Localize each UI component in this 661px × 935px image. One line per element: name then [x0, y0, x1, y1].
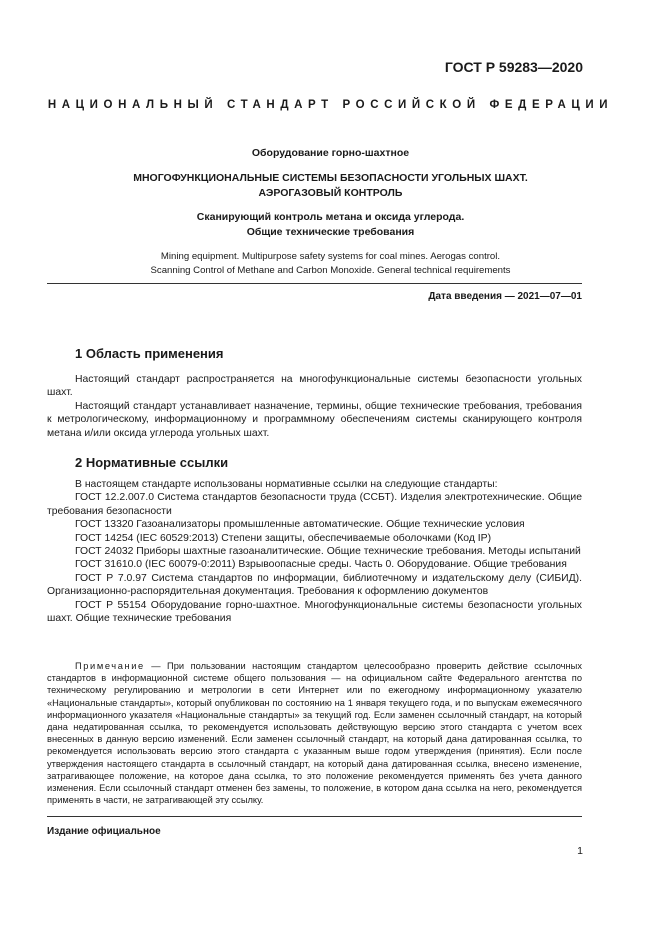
- reference-item: ГОСТ Р 55154 Оборудование горно-шахтное. Многофункциональные системы безопасности угольных шахт. Общие технические требования: [47, 599, 582, 625]
- divider-top: [47, 283, 582, 284]
- title-main: [60, 171, 601, 201]
- title-main-line-2: АЭРОГАЗОВЫЙ КОНТРОЛЬ: [258, 187, 403, 199]
- section-1-body: [47, 373, 582, 440]
- paragraph: Настоящий стандарт распространяется на многофункциональные системы безопасности угольных шахт.: [47, 374, 582, 399]
- divider-bottom: [47, 816, 582, 817]
- title-sub: [60, 210, 601, 240]
- title-english-line-2: Scanning Control of Methane and Carbon Monoxide. General technical requirements: [150, 264, 511, 276]
- gost-number: ГОСТ Р 59283—2020: [444, 59, 583, 75]
- reference-item: ГОСТ 24032 Приборы шахтные газоаналитические. Общие технические требования. Методы испытаний: [75, 546, 581, 558]
- reference-item: ГОСТ 12.2.007.0 Система стандартов безопасности труда (ССБТ). Изделия электротехнические. Общие требования безопасности: [47, 492, 582, 517]
- section-2-body: [47, 478, 582, 625]
- page-number: 1: [577, 845, 583, 857]
- reference-item: ГОСТ 31610.0 (IEC 60079-0:2011) Взрывоопасные среды. Часть 0. Оборудование. Общие требования: [75, 559, 567, 571]
- paragraph: В настоящем стандарте использованы нормативные ссылки на следующие стандарты:: [75, 479, 498, 490]
- official-edition-label: Издание официальное: [47, 826, 161, 837]
- note-block: [47, 660, 582, 806]
- title-sub-line-1: Сканирующий контроль метана и оксида углерода.: [196, 211, 465, 223]
- section-2-heading: 2 Нормативные ссылки: [75, 455, 229, 470]
- title-english: [60, 250, 601, 277]
- paragraph: Настоящий стандарт устанавливает назначение, термины, общие технические требования, требования к метрологическому, информационному и программному обеспечениям системы сканирующего контроля метана и/или оксида углерода угольных шахт.: [47, 400, 582, 439]
- reference-item: ГОСТ Р 7.0.97 Система стандартов по информации, библиотечному и издательскому делу (СИБИД). Организационно-распорядительная документация. Требования к оформлению документов: [47, 572, 582, 598]
- national-standard-banner: НАЦИОНАЛЬНЫЙ СТАНДАРТ РОССИЙСКОЙ ФЕДЕРАЦИИ: [47, 99, 614, 111]
- reference-item: ГОСТ 14254 (IEC 60529:2013) Степени защиты, обеспечиваемые оболочками (Код IP): [75, 532, 492, 544]
- introduction-date: Дата введения — 2021—07—01: [428, 291, 582, 302]
- note-label: Примечание: [75, 661, 145, 671]
- note-text: — При пользовании настоящим стандартом целесообразно проверить действие ссылочных стандартов в информационной системе общего пользования — на официальном сайте Федерального агентства по техническому регулированию и метрологии в сети Интернет или по ежегодному информационному указателю «Национальные стандарты», который опубликован по состоянию на 1 января текущего года, и по выпускам ежемесячного информационного указателя «Национальные стандарты» за текущий год. Если заменен ссылочный стандарт, на который дана недатированная ссылка, то рекомендуется использовать действующую версию этого стандарта с учетом всех внесенных в данную версию изменений. Если заменен ссылочный стандарт, на который дана датированная ссылка, то рекомендуется использовать версию этого стандарта с указанным выше годом утверждения (принятия). Если после утверждения настоящего стандарта в ссылочный стандарт, на который дана датированная ссылка, внесено изменение, затрагивающее положение, на которое дана ссылка, то это положение рекомендуется применять без учета данного изменения. Если ссылочный стандарт отменен без замены, то положение, в котором дана ссылка на него, рекомендуется применять в части, не затрагивающей эту ссылку.: [47, 661, 582, 806]
- title-sub-line-2: Общие технические требования: [246, 226, 415, 238]
- section-1-heading: 1 Область применения: [75, 346, 224, 361]
- reference-item: ГОСТ 13320 Газоанализаторы промышленные автоматические. Общие технические условия: [75, 519, 525, 531]
- title-equipment: Оборудование горно-шахтное: [251, 147, 410, 159]
- title-english-line-1: Mining equipment. Multipurpose safety systems for coal mines. Aerogas control.: [160, 251, 501, 262]
- title-main-line-1: МНОГОФУНКЦИОНАЛЬНЫЕ СИСТЕМЫ БЕЗОПАСНОСТИ УГОЛЬНЫХ ШАХТ.: [133, 172, 528, 184]
- note-paragraph: [47, 660, 582, 806]
